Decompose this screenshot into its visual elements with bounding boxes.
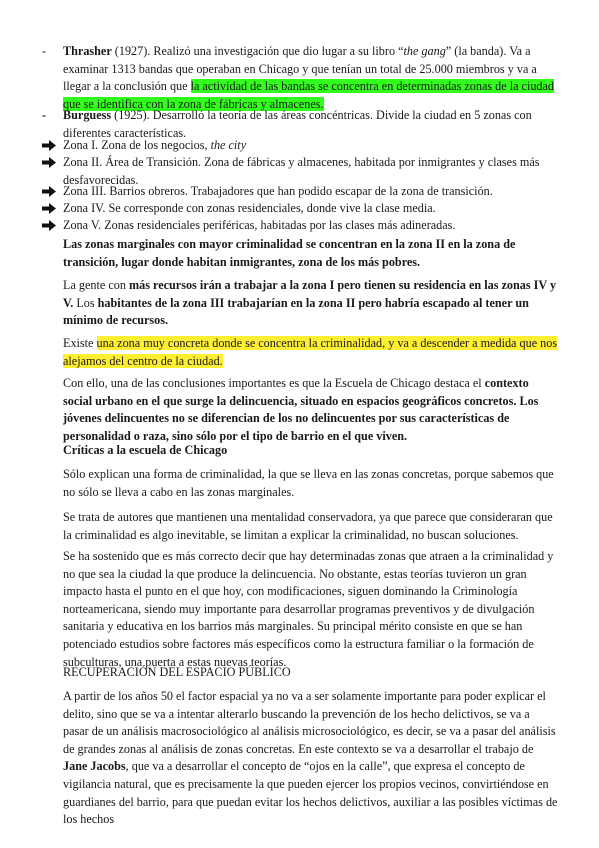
right-arrow-icon: [42, 140, 56, 151]
zone-item: Zona III. Barrios obreros. Trabajadores que han podido escapar de la zona de transición.: [63, 183, 558, 201]
zone-item: Zona II. Área de Transición. Zona de fábricas y almacenes, habitada por inmigrantes y clases más desfavorecidas.: [63, 154, 558, 189]
paragraph-sostenido: Se ha sostenido que es más correcto decir que hay determinadas zonas que atraen a la criminalidad y no que sea la ciudad la que produce la delincuencia. No obstante, estas teorías tuvieron un gran impacto hasta el punto en el que hoy, con modificaciones, siguen dominando la Criminología norteamericana, siendo muy importante para desarrollar programas preventivos y de divulgación sanitaria y educativa en los barrios más marginales. Su principal mérito consiste en que se han potenciado estudios sobre factores más específicos como la estructura familiar o la formación de subculturas, una puerta a estas nuevas teorías.: [63, 549, 554, 669]
author-name: Thrasher: [63, 44, 112, 58]
green-highlight: la actividad de las bandas se concentra en determinadas zonas de la ciudad que se identifica con la zona de fábricas y almacenes.: [63, 79, 555, 111]
right-arrow-icon: [42, 186, 56, 197]
zone-item: Zona IV. Se corresponde con zonas residenciales, donde vive la clase media.: [63, 200, 558, 218]
paragraph-existe: Existe una zona muy concreta donde se concentra la criminalidad, y va a descender a medida que nos alejamos del centro de la ciudad.: [63, 336, 558, 368]
right-arrow-icon: [42, 157, 56, 168]
book-title: the gang: [403, 44, 446, 58]
paragraph-marginal: Las zonas marginales con mayor criminalidad se concentran en la zona II en la zona de transición, lugar donde habitan inmigrantes, zona de los más pobres.: [63, 237, 516, 269]
dash-marker: -: [42, 108, 47, 122]
author-name: Burguess: [63, 108, 112, 122]
zone-item: Zona V. Zonas residenciales periféricas, habitadas por las clases más adineradas.: [63, 217, 558, 235]
dash-marker: -: [42, 44, 47, 58]
thrasher-item: - Thrasher (1927). Realizó una investigación que dio lugar a su libro “the gang” (la banda). Va a examinar 1313 bandas que operaban en Chicago y que tenían un total de 25.000 miembros y va a llegar a la conclusión que la actividad de las bandas se concentra en determinadas zonas de la ciudad que se identifica con la zona de fábricas y almacenes.: [42, 44, 555, 111]
section-heading-criticas: Críticas a la escuela de Chicago: [63, 443, 228, 457]
burguess-item: - Burguess (1925). Desarrolló la teoría de las áreas concéntricas. Divide la ciudad en 5 zonas con diferentes características.: [42, 108, 532, 140]
paragraph-conclusiones: Con ello, una de las conclusiones importantes es que la Escuela de Chicago destaca el contexto social urbano en el que surge la delincuencia, situado en espacios geográficos concretos. Los jóvenes delincuentes no se diferencian de los no delincuentes por sus características de personalidad o raza, sino sólo por el tipo de barrio en el que viven.: [63, 376, 539, 443]
right-arrow-icon: [42, 220, 56, 231]
paragraph-partir: A partir de los años 50 el factor espacial ya no va a ser solamente importante para poder explicar el delito, sino que se va a intentar alterarlo buscando la prevención de los hecho delictivos, se va a pasar de un análisis macrosociológico al análisis microsociológico, es decir, se va a pasar del análisis de grandes zonas al análisis de zonas concretas. En este contexto se va a desarrollar el trabajo de Jane Jacobs, que va a desarrollar el concepto de “ojos en la calle”, que expresa el concepto de vigilancia natural, que es precisamente la que pueden ejercer los propios vecinos, convirtiéndose en guardianes del barrio, para que puedan evitar los hechos delictivos, auxiliar a las posibles víctimas de los hechos: [63, 689, 558, 827]
zone-item: Zona I. Zona de los negocios, the city: [63, 137, 558, 155]
paragraph-solo: Sólo explican una forma de criminalidad, la que se lleva en las zonas concretas, porque sabemos que no sólo se lleva a cabo en las zonas marginales.: [63, 467, 554, 499]
paragraph-autores: Se trata de autores que mantienen una mentalidad conservadora, ya que parece que consideraran que la criminalidad es algo inevitable, se limitan a explicar la criminalidad, no buscan soluciones.: [63, 510, 553, 542]
paragraph-recursos: La gente con más recursos irán a trabajar a la zona I pero tienen su residencia en las zonas IV y V. Los habitantes de la zona III trabajarían en la zona II pero habría escapado al tener un mínimo de recursos.: [63, 278, 557, 328]
yellow-highlight: una zona muy concreta donde se concentra la criminalidad, y va a descender a medida que nos alejamos del centro de la ciudad.: [63, 336, 558, 368]
right-arrow-icon: [42, 203, 56, 214]
section-heading-recuperacion: RECUPERACIÓN DEL ESPACIO PÚBLICO: [63, 665, 291, 679]
